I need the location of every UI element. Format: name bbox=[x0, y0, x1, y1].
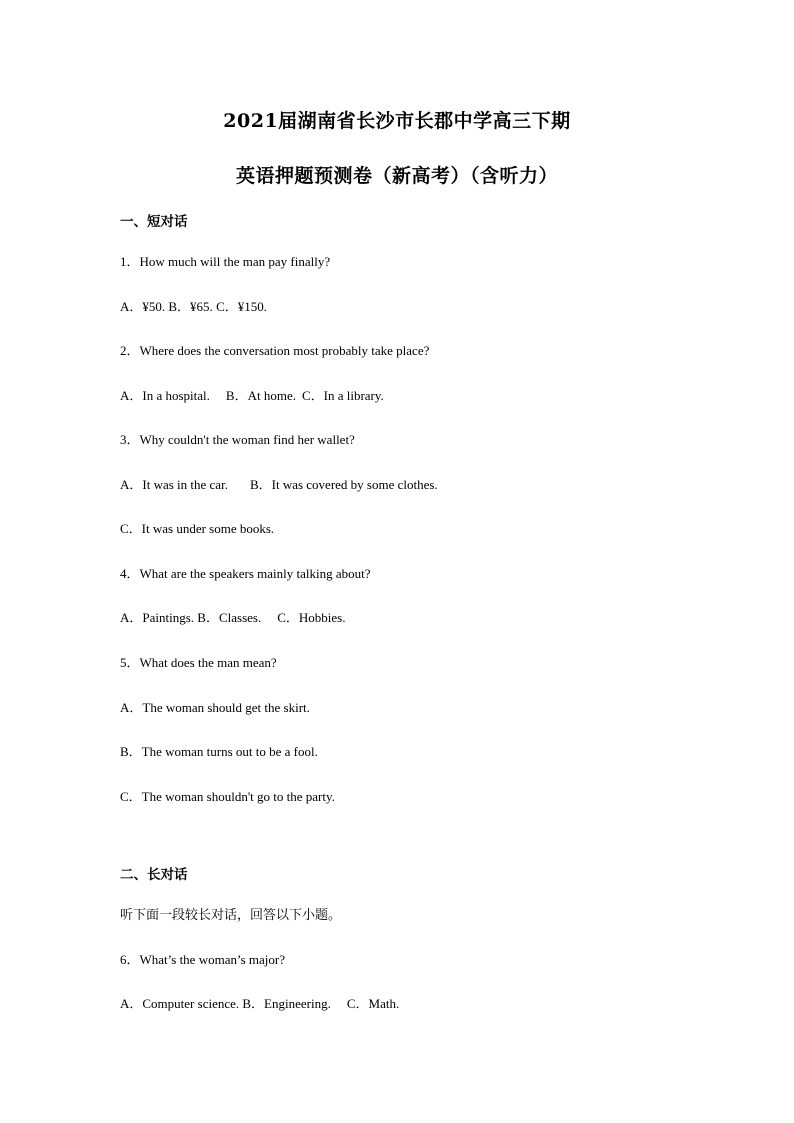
option-3c: C．It was under some books. bbox=[120, 521, 275, 536]
question-5: 5．What does the man mean? bbox=[120, 655, 277, 670]
question-1: 1．How much will the man pay finally? bbox=[120, 254, 331, 269]
question-2-options bbox=[120, 385, 384, 404]
question-4-options bbox=[120, 607, 345, 626]
option-1b: B．¥65. bbox=[168, 299, 213, 314]
option-3a: A．It was in the car. bbox=[120, 477, 228, 492]
option-2b: B．At home. bbox=[225, 388, 296, 403]
option-1a: A．¥50. bbox=[120, 299, 166, 314]
option-1c: C．¥150. bbox=[216, 299, 267, 314]
title-line-2: 英语押题预测卷（新高考）（含听力） bbox=[235, 165, 558, 187]
option-5c: C．The woman shouldn't go to the party. bbox=[120, 789, 335, 804]
question-1-options bbox=[120, 296, 267, 315]
question-6: 6．What’s the woman’s major? bbox=[120, 952, 285, 967]
option-2c: C．In a library. bbox=[301, 388, 384, 403]
option-5a: A．The woman should get the skirt. bbox=[120, 700, 310, 715]
option-3b: B．It was covered by some clothes. bbox=[249, 477, 438, 492]
section-heading-short-dialogues: 一、短对话 bbox=[120, 214, 188, 230]
option-5b: B．The woman turns out to be a fool. bbox=[120, 744, 318, 759]
section-2-instruction: 听下面一段较长对话，回答以下小题。 bbox=[120, 908, 342, 923]
question-2: 2．Where does the conversation most probably take place? bbox=[120, 343, 430, 358]
option-2a: A．In a hospital. bbox=[120, 388, 210, 403]
question-4: 4．What are the speakers mainly talking about? bbox=[120, 566, 371, 581]
option-6b: B．Engineering. bbox=[242, 996, 331, 1011]
question-3-options-ab bbox=[120, 474, 438, 493]
option-6a: A．Computer science. bbox=[120, 996, 240, 1011]
option-6c: C．Math. bbox=[346, 996, 400, 1011]
title-line-1: 2021届湖南省长沙市长郡中学高三下期 bbox=[223, 110, 571, 132]
option-4a: A．Paintings. bbox=[120, 610, 195, 625]
option-4c: C．Hobbies. bbox=[277, 610, 346, 625]
question-6-options bbox=[120, 993, 399, 1012]
option-4b: B．Classes. bbox=[197, 610, 262, 625]
section-heading-long-dialogues: 二、长对话 bbox=[120, 867, 188, 883]
question-3: 3．Why couldn't the woman find her wallet? bbox=[120, 432, 355, 447]
